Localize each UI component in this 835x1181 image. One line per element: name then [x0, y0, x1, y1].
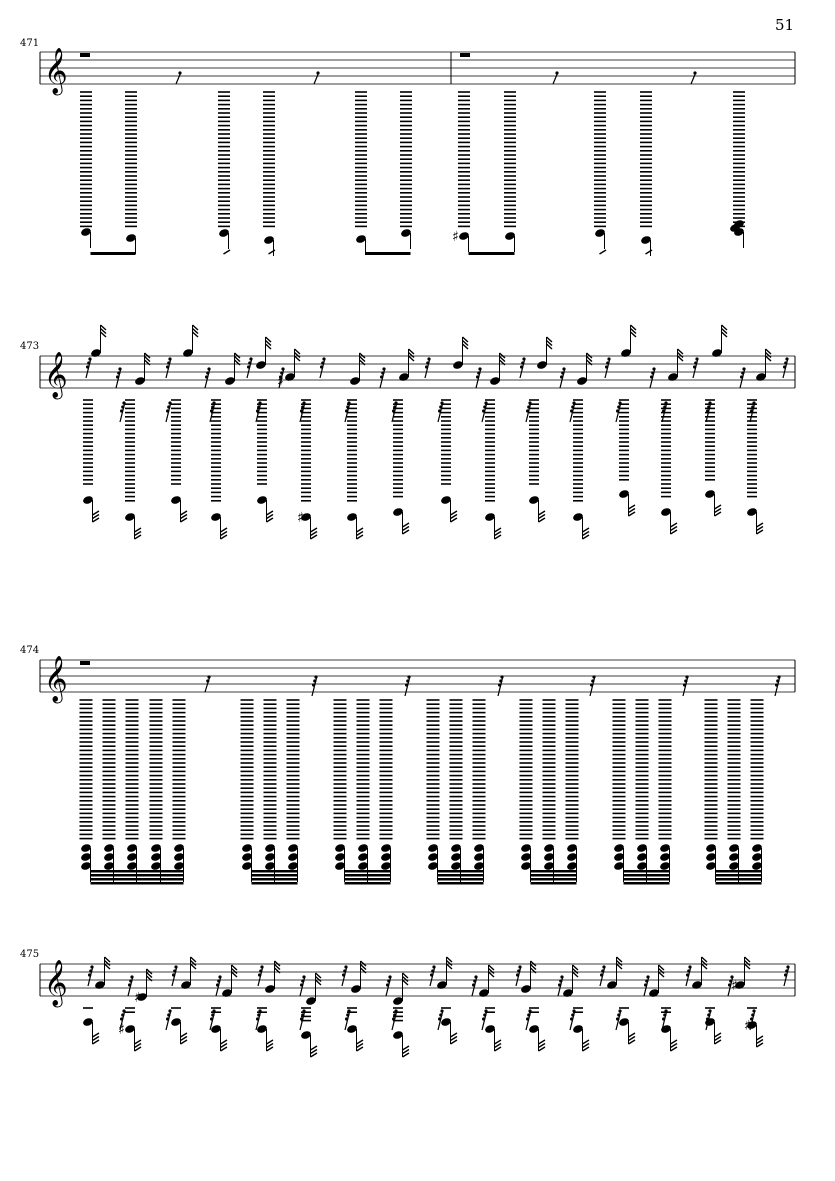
thirty-second-rest-icon-dot [247, 365, 250, 368]
measure-number-471: 471 [20, 38, 40, 49]
thirty-second-rest-icon-dot [663, 405, 666, 408]
note-beam [624, 878, 670, 881]
thirty-second-rest-icon-dot [600, 973, 603, 976]
note-beam [624, 870, 670, 873]
thirty-second-rest-icon-dot [129, 979, 132, 982]
note-beam [91, 882, 184, 885]
thirty-second-rest-icon-dot [431, 969, 434, 972]
treble-clef-icon: 𝄞 [44, 656, 68, 702]
thirty-second-rest-icon-dot [742, 367, 745, 370]
thirty-second-rest-icon-dot [301, 405, 304, 408]
thirty-second-rest-icon-dot [346, 1013, 349, 1016]
note-beam [438, 882, 484, 885]
thirty-second-rest-icon-dot [380, 375, 383, 378]
thirty-second-rest-icon-dot [606, 361, 609, 364]
thirty-second-rest-icon-dot [688, 965, 691, 968]
thirty-second-rest-icon-dot [664, 1009, 667, 1012]
thirty-second-rest-icon-dot [708, 1009, 711, 1012]
thirty-second-rest-icon-dot [249, 357, 252, 360]
thirty-second-rest-icon-dot [166, 409, 169, 412]
thirty-second-rest-icon-dot [407, 675, 410, 678]
thirty-second-rest-icon-dot [601, 969, 604, 972]
thirty-second-rest-icon-dot [561, 371, 564, 374]
thirty-second-rest-icon-dot [527, 1013, 530, 1016]
thirty-second-rest-icon-dot [473, 979, 476, 982]
note-beam [252, 878, 298, 881]
thirty-second-rest-icon-dot [345, 409, 348, 412]
thirty-second-rest-icon-dot [382, 367, 385, 370]
thirty-second-rest-icon-dot [440, 1009, 443, 1012]
thirty-second-rest-icon-dot [520, 365, 523, 368]
thirty-second-rest-icon-dot [300, 983, 303, 986]
thirty-second-rest-icon-dot [207, 367, 210, 370]
note-beam [716, 874, 762, 877]
thirty-second-rest-icon-dot [405, 683, 408, 686]
thirty-second-rest-icon-dot [618, 1009, 621, 1012]
thirty-second-rest-icon-dot [120, 1017, 123, 1020]
thirty-second-rest-icon-dot [210, 409, 213, 412]
thirty-second-rest-icon-dot [498, 683, 501, 686]
thirty-second-rest-icon-dot [302, 401, 305, 404]
thirty-second-rest-icon-dot [528, 401, 531, 404]
thirty-second-rest-icon-dot [392, 409, 395, 412]
thirty-second-rest-icon-dot [210, 1017, 213, 1020]
eighth-rest-icon-dot [555, 71, 558, 74]
thirty-second-rest-icon-dot [90, 965, 93, 968]
thirty-second-rest-icon-dot [777, 675, 780, 678]
thirty-second-rest-icon-dot [476, 375, 479, 378]
thirty-second-rest-icon-dot [570, 1017, 573, 1020]
note-beam [531, 870, 577, 873]
treble-clef-icon: 𝄞 [44, 960, 68, 1006]
note-flag [646, 250, 653, 254]
thirty-second-rest-icon-dot [121, 1013, 124, 1016]
thirty-second-rest-icon-dot [122, 1009, 125, 1012]
thirty-second-rest-icon-dot [517, 969, 520, 972]
thirty-second-rest-icon-dot [174, 965, 177, 968]
whole-rest-icon [80, 53, 90, 57]
thirty-second-rest-icon-dot [478, 367, 481, 370]
thirty-second-rest-icon-dot [617, 1013, 620, 1016]
thirty-second-rest-icon-dot [560, 375, 563, 378]
thirty-second-rest-icon-dot [345, 1017, 348, 1020]
thirty-second-rest-icon-dot [173, 969, 176, 972]
thirty-second-rest-icon-dot [483, 1013, 486, 1016]
thirty-second-rest-icon-dot [590, 683, 593, 686]
sharp-icon: ♯ [134, 990, 141, 1006]
note-beam [438, 878, 484, 881]
thirty-second-rest-icon-dot [707, 1013, 710, 1016]
note-beam [252, 874, 298, 877]
thirty-second-rest-icon-dot [521, 361, 524, 364]
thirty-second-rest-icon-dot [302, 975, 305, 978]
thirty-second-rest-icon-dot [393, 405, 396, 408]
thirty-second-rest-icon-dot [406, 679, 409, 682]
thirty-second-rest-icon-dot [784, 973, 787, 976]
sixteenth-rest-icon-dot [207, 675, 210, 678]
thirty-second-rest-icon-dot [528, 1009, 531, 1012]
thirty-second-rest-icon-dot [439, 405, 442, 408]
thirty-second-rest-icon-dot [784, 361, 787, 364]
note-beam [624, 874, 670, 877]
thirty-second-rest-icon-dot [322, 357, 325, 360]
thirty-second-rest-icon-dot [500, 675, 503, 678]
thirty-second-rest-icon-dot [168, 401, 171, 404]
thirty-second-rest-icon-dot [571, 405, 574, 408]
thirty-second-rest-icon-dot [591, 679, 594, 682]
thirty-second-rest-icon-dot [708, 401, 711, 404]
thirty-second-rest-icon-dot [472, 983, 475, 986]
thirty-second-rest-icon-dot [260, 965, 263, 968]
eighth-rest-icon-dot [178, 71, 181, 74]
measure-number-474: 474 [20, 645, 40, 656]
thirty-second-rest-icon-dot [86, 365, 89, 368]
whole-rest-icon [80, 661, 90, 665]
thirty-second-rest-icon-dot [522, 357, 525, 360]
sixteenth-rest-icon-dot [206, 679, 209, 682]
thirty-second-rest-icon-dot [741, 371, 744, 374]
eighth-rest-icon-dot [316, 71, 319, 74]
thirty-second-rest-icon-dot [693, 365, 696, 368]
thirty-second-rest-icon-dot [775, 683, 778, 686]
sharp-icon: ♯ [452, 229, 459, 245]
thirty-second-rest-icon-dot [592, 675, 595, 678]
thirty-second-rest-icon-dot [216, 983, 219, 986]
thirty-second-rest-icon-dot [683, 683, 686, 686]
thirty-second-rest-icon-dot [281, 367, 284, 370]
thirty-second-rest-icon-dot [616, 409, 619, 412]
thirty-second-rest-icon-dot [483, 405, 486, 408]
thirty-second-rest-icon-dot [394, 1009, 397, 1012]
measure-number-475: 475 [20, 949, 40, 960]
thirty-second-rest-icon-dot [605, 365, 608, 368]
note-beam [716, 870, 762, 873]
thirty-second-rest-icon-dot [121, 405, 124, 408]
thirty-second-rest-icon-dot [695, 357, 698, 360]
thirty-second-rest-icon-dot [88, 357, 91, 360]
thirty-second-rest-icon-dot [394, 401, 397, 404]
note-beam [345, 874, 391, 877]
note-beam [716, 882, 762, 885]
thirty-second-rest-icon-dot [558, 983, 561, 986]
note-beam [91, 870, 184, 873]
thirty-second-rest-icon-dot [344, 965, 347, 968]
thirty-second-rest-icon-dot [118, 367, 121, 370]
thirty-second-rest-icon-dot [313, 679, 316, 682]
thirty-second-rest-icon-dot [684, 679, 687, 682]
note-beam [531, 882, 577, 885]
note-beam [624, 882, 670, 885]
thirty-second-rest-icon-dot [484, 401, 487, 404]
thirty-second-rest-icon-dot [301, 979, 304, 982]
thirty-second-rest-icon-dot [206, 371, 209, 374]
thirty-second-rest-icon-dot [427, 357, 430, 360]
thirty-second-rest-icon-dot [786, 965, 789, 968]
thirty-second-rest-icon-dot [120, 409, 123, 412]
note-beam [345, 882, 391, 885]
thirty-second-rest-icon-dot [776, 679, 779, 682]
thirty-second-rest-icon-dot [381, 371, 384, 374]
thirty-second-rest-icon-dot [248, 361, 251, 364]
thirty-second-rest-icon-dot [477, 371, 480, 374]
thirty-second-rest-icon-dot [602, 965, 605, 968]
thirty-second-rest-icon-dot [438, 1017, 441, 1020]
thirty-second-rest-icon-dot [562, 367, 565, 370]
whole-rest-icon [460, 53, 470, 57]
thirty-second-rest-icon-dot [664, 401, 667, 404]
treble-clef-icon: 𝄞 [44, 48, 68, 94]
thirty-second-rest-icon-dot [571, 1013, 574, 1016]
thirty-second-rest-icon-dot [426, 361, 429, 364]
note-beam [252, 870, 298, 873]
thirty-second-rest-icon-dot [646, 975, 649, 978]
thirty-second-rest-icon-dot [302, 1009, 305, 1012]
thirty-second-rest-icon-dot [526, 409, 529, 412]
thirty-second-rest-icon-dot [482, 409, 485, 412]
sharp-icon: ♯ [744, 1018, 751, 1034]
thirty-second-rest-icon-dot [393, 1013, 396, 1016]
thirty-second-rest-icon-dot [218, 975, 221, 978]
thirty-second-rest-icon-dot [751, 1013, 754, 1016]
thirty-second-rest-icon-dot [386, 983, 389, 986]
thirty-second-rest-icon-dot [750, 409, 753, 412]
thirty-second-rest-icon-dot [167, 1013, 170, 1016]
thirty-second-rest-icon-dot [484, 1009, 487, 1012]
thirty-second-rest-icon-dot [645, 979, 648, 982]
thirty-second-rest-icon-dot [651, 371, 654, 374]
thirty-second-rest-icon-dot [166, 365, 169, 368]
thirty-second-rest-icon-dot [168, 357, 171, 360]
note-flag [600, 250, 607, 254]
thirty-second-rest-icon-dot [570, 409, 573, 412]
thirty-second-rest-icon-dot [166, 1017, 169, 1020]
thirty-second-rest-icon-dot [130, 975, 133, 978]
sharp-icon: ♯ [297, 510, 304, 526]
thirty-second-rest-icon-dot [168, 1009, 171, 1012]
thirty-second-rest-icon-dot [706, 409, 709, 412]
thirty-second-rest-icon-dot [88, 973, 91, 976]
thirty-second-rest-icon-dot [572, 1009, 575, 1012]
thirty-second-rest-icon-dot [707, 405, 710, 408]
thirty-second-rest-icon-dot [258, 401, 261, 404]
measure-number-473: 473 [20, 341, 40, 352]
thirty-second-rest-icon-dot [300, 1017, 303, 1020]
thirty-second-rest-icon-dot [256, 409, 259, 412]
sharp-icon: ♯ [118, 1022, 125, 1038]
note-beam [252, 882, 298, 885]
thirty-second-rest-icon-dot [321, 361, 324, 364]
thirty-second-rest-icon-dot [663, 1013, 666, 1016]
thirty-second-rest-icon-dot [752, 401, 755, 404]
thirty-second-rest-icon-dot [572, 401, 575, 404]
thirty-second-rest-icon-dot [652, 367, 655, 370]
thirty-second-rest-icon-dot [387, 979, 390, 982]
thirty-second-rest-icon-dot [706, 1017, 709, 1020]
thirty-second-rest-icon-dot [212, 1009, 215, 1012]
note-beam [366, 252, 411, 255]
thirty-second-rest-icon-dot [560, 975, 563, 978]
thirty-second-rest-icon-dot [258, 973, 261, 976]
thirty-second-rest-icon-dot [87, 361, 90, 364]
thirty-second-rest-icon-dot [314, 675, 317, 678]
thirty-second-rest-icon-dot [117, 371, 120, 374]
thirty-second-rest-icon-dot [685, 675, 688, 678]
thirty-second-rest-icon-dot [526, 1017, 529, 1020]
thirty-second-rest-icon-dot [301, 1013, 304, 1016]
thirty-second-rest-icon-dot [527, 405, 530, 408]
thirty-second-rest-icon-dot [257, 1013, 260, 1016]
thirty-second-rest-icon-dot [392, 1017, 395, 1020]
thirty-second-rest-icon-dot [259, 969, 262, 972]
thirty-second-rest-icon-dot [752, 1009, 755, 1012]
thirty-second-rest-icon-dot [343, 969, 346, 972]
thirty-second-rest-icon-dot [432, 965, 435, 968]
thirty-second-rest-icon-dot [440, 401, 443, 404]
thirty-second-rest-icon-dot [617, 405, 620, 408]
thirty-second-rest-icon-dot [559, 979, 562, 982]
thirty-second-rest-icon-dot [785, 357, 788, 360]
thirty-second-rest-icon-dot [217, 979, 220, 982]
thirty-second-rest-icon-dot [89, 969, 92, 972]
thirty-second-rest-icon-dot [439, 1013, 442, 1016]
thirty-second-rest-icon-dot [347, 401, 350, 404]
thirty-second-rest-icon-dot [694, 361, 697, 364]
eighth-rest-icon-dot [693, 71, 696, 74]
thirty-second-rest-icon-dot [167, 361, 170, 364]
note-beam [91, 874, 184, 877]
note-beam [345, 878, 391, 881]
thirty-second-rest-icon-dot [516, 973, 519, 976]
thirty-second-rest-icon-dot [211, 405, 214, 408]
thirty-second-rest-icon-dot [783, 365, 786, 368]
treble-clef-icon: 𝄞 [44, 352, 68, 398]
thirty-second-rest-icon-dot [300, 409, 303, 412]
thirty-second-rest-icon-dot [347, 1009, 350, 1012]
note-beam [531, 874, 577, 877]
thirty-second-rest-icon-dot [212, 401, 215, 404]
thirty-second-rest-icon-dot [616, 1017, 619, 1020]
thirty-second-rest-icon-dot [740, 375, 743, 378]
thirty-second-rest-icon-dot [312, 683, 315, 686]
sharp-icon: ♯ [277, 374, 284, 390]
thirty-second-rest-icon-dot [430, 973, 433, 976]
note-beam [345, 870, 391, 873]
page-number: 51 [775, 16, 795, 34]
thirty-second-rest-icon-dot [388, 975, 391, 978]
thirty-second-rest-icon-dot [650, 375, 653, 378]
thirty-second-rest-icon-dot [785, 969, 788, 972]
thirty-second-rest-icon-dot [662, 1017, 665, 1020]
sharp-icon: ♯ [731, 978, 738, 994]
note-beam [438, 870, 484, 873]
thirty-second-rest-icon-dot [662, 409, 665, 412]
thirty-second-rest-icon-dot [122, 401, 125, 404]
thirty-second-rest-icon-dot [644, 983, 647, 986]
thirty-second-rest-icon-dot [499, 679, 502, 682]
thirty-second-rest-icon-dot [167, 405, 170, 408]
thirty-second-rest-icon-dot [256, 1017, 259, 1020]
thirty-second-rest-icon-dot [618, 401, 621, 404]
thirty-second-rest-icon-dot [257, 405, 260, 408]
thirty-second-rest-icon-dot [172, 973, 175, 976]
thirty-second-rest-icon-dot [474, 975, 477, 978]
thirty-second-rest-icon-dot [482, 1017, 485, 1020]
note-beam [91, 252, 136, 255]
thirty-second-rest-icon-dot [518, 965, 521, 968]
note-beam [469, 252, 515, 255]
thirty-second-rest-icon-dot [687, 969, 690, 972]
thirty-second-rest-icon-dot [205, 375, 208, 378]
thirty-second-rest-icon-dot [320, 365, 323, 368]
note-flag [269, 250, 276, 254]
thirty-second-rest-icon-dot [128, 983, 131, 986]
thirty-second-rest-icon-dot [346, 405, 349, 408]
note-beam [91, 878, 184, 881]
note-flag [224, 250, 231, 254]
thirty-second-rest-icon-dot [342, 973, 345, 976]
note-beam [531, 878, 577, 881]
thirty-second-rest-icon-dot [116, 375, 119, 378]
thirty-second-rest-icon-dot [751, 405, 754, 408]
thirty-second-rest-icon-dot [258, 1009, 261, 1012]
thirty-second-rest-icon-dot [438, 409, 441, 412]
thirty-second-rest-icon-dot [686, 973, 689, 976]
thirty-second-rest-icon-dot [211, 1013, 214, 1016]
thirty-second-rest-icon-dot [607, 357, 610, 360]
note-beam [716, 878, 762, 881]
note-beam [438, 874, 484, 877]
thirty-second-rest-icon-dot [425, 365, 428, 368]
